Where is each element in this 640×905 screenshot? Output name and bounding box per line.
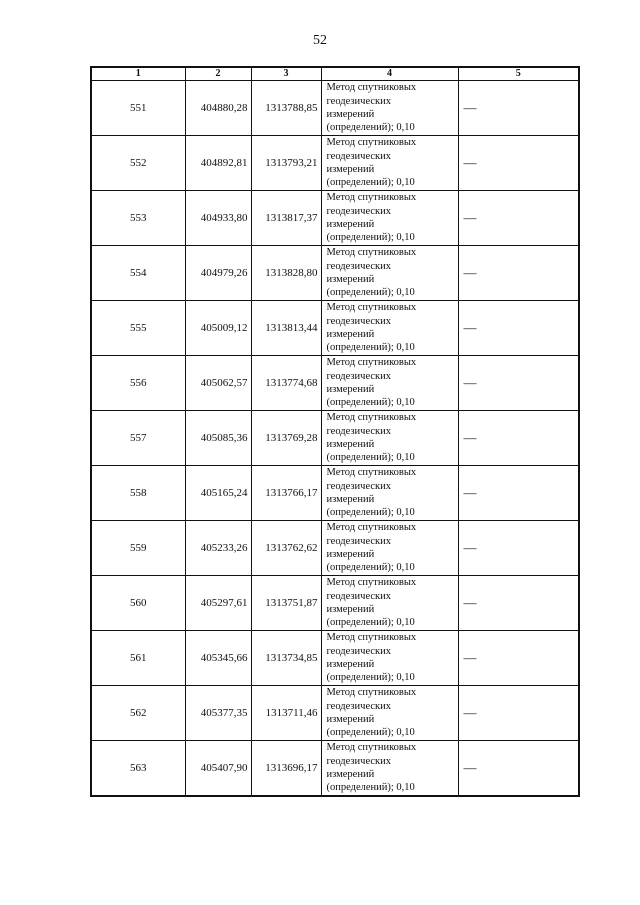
note-cell: —	[458, 631, 579, 686]
x-coordinate-cell: 405407,90	[185, 741, 251, 797]
point-number-cell: 553	[91, 191, 185, 246]
y-coordinate-cell: 1313817,37	[251, 191, 321, 246]
note-cell: —	[458, 191, 579, 246]
x-coordinate-cell: 405165,24	[185, 466, 251, 521]
method-line: измерений	[326, 604, 375, 615]
y-coordinate-cell: 1313769,28	[251, 411, 321, 466]
method-line: геодезических	[326, 260, 392, 272]
y-coordinate-cell: 1313828,80	[251, 246, 321, 301]
note-cell: —	[458, 81, 579, 136]
table-body	[91, 81, 579, 797]
header-col-5: 5	[458, 67, 579, 81]
method-line: измерений	[326, 274, 375, 285]
method-line: измерений	[326, 769, 375, 780]
method-line: измерений	[326, 659, 375, 670]
x-coordinate-cell: 405233,26	[185, 521, 251, 576]
x-coordinate-cell: 404880,28	[185, 81, 251, 136]
x-coordinate-cell: 405345,66	[185, 631, 251, 686]
point-number-cell: 554	[91, 246, 185, 301]
method-line: Метод спутниковых	[326, 522, 417, 534]
point-number-cell: 559	[91, 521, 185, 576]
point-number-cell: 557	[91, 411, 185, 466]
point-number-cell: 558	[91, 466, 185, 521]
method-line: (определений); 0,10	[326, 562, 415, 574]
method-line: геодезических	[326, 150, 392, 162]
header-col-2: 2	[185, 67, 251, 81]
y-coordinate-cell: 1313711,46	[251, 686, 321, 741]
point-number-cell: 555	[91, 301, 185, 356]
table-row	[91, 411, 579, 466]
method-cell	[321, 686, 458, 741]
method-cell	[321, 356, 458, 411]
method-line: измерений	[326, 384, 375, 395]
method-line: (определений); 0,10	[326, 397, 415, 409]
method-line: Метод спутниковых	[326, 247, 417, 259]
method-line: (определений); 0,10	[326, 232, 415, 244]
table-row	[91, 521, 579, 576]
x-coordinate-cell: 404979,26	[185, 246, 251, 301]
method-line: Метод спутниковых	[326, 632, 417, 644]
method-line: измерений	[326, 714, 375, 725]
table-row	[91, 191, 579, 246]
note-cell: —	[458, 686, 579, 741]
note-cell: —	[458, 741, 579, 797]
method-cell	[321, 466, 458, 521]
method-line: геодезических	[326, 205, 392, 217]
table-row	[91, 576, 579, 631]
y-coordinate-cell: 1313751,87	[251, 576, 321, 631]
method-cell	[321, 521, 458, 576]
point-number-cell: 552	[91, 136, 185, 191]
note-cell: —	[458, 466, 579, 521]
method-line: измерений	[326, 549, 375, 560]
x-coordinate-cell: 405085,36	[185, 411, 251, 466]
method-cell	[321, 631, 458, 686]
y-coordinate-cell: 1313766,17	[251, 466, 321, 521]
y-coordinate-cell: 1313696,17	[251, 741, 321, 797]
method-line: геодезических	[326, 480, 392, 492]
note-cell: —	[458, 411, 579, 466]
method-line: измерений	[326, 109, 375, 120]
method-line: геодезических	[326, 755, 392, 767]
note-cell: —	[458, 356, 579, 411]
method-line: измерений	[326, 329, 375, 340]
method-line: геодезических	[326, 700, 392, 712]
page-number: 52	[313, 33, 327, 48]
y-coordinate-cell: 1313774,68	[251, 356, 321, 411]
point-number-cell: 563	[91, 741, 185, 797]
table-row	[91, 631, 579, 686]
method-line: (определений); 0,10	[326, 617, 415, 629]
method-line: геодезических	[326, 425, 392, 437]
method-line: геодезических	[326, 590, 392, 602]
method-line: Метод спутниковых	[326, 687, 417, 699]
method-cell	[321, 81, 458, 136]
y-coordinate-cell: 1313813,44	[251, 301, 321, 356]
table-row	[91, 246, 579, 301]
method-line: геодезических	[326, 95, 392, 107]
method-cell	[321, 191, 458, 246]
x-coordinate-cell: 404892,81	[185, 136, 251, 191]
point-number-cell: 561	[91, 631, 185, 686]
method-line: Метод спутниковых	[326, 412, 417, 424]
method-line: (определений); 0,10	[326, 342, 415, 354]
method-line: (определений); 0,10	[326, 727, 415, 739]
table-row	[91, 741, 579, 797]
method-cell	[321, 136, 458, 191]
method-cell	[321, 301, 458, 356]
note-cell: —	[458, 136, 579, 191]
y-coordinate-cell: 1313793,21	[251, 136, 321, 191]
note-cell: —	[458, 246, 579, 301]
method-line: (определений); 0,10	[326, 122, 415, 134]
x-coordinate-cell: 405062,57	[185, 356, 251, 411]
method-cell	[321, 411, 458, 466]
y-coordinate-cell: 1313762,62	[251, 521, 321, 576]
method-line: (определений); 0,10	[326, 672, 415, 684]
note-cell: —	[458, 301, 579, 356]
x-coordinate-cell: 405297,61	[185, 576, 251, 631]
method-line: измерений	[326, 439, 375, 450]
table-row	[91, 136, 579, 191]
method-line: Метод спутниковых	[326, 742, 417, 754]
x-coordinate-cell: 405009,12	[185, 301, 251, 356]
method-line: измерений	[326, 164, 375, 175]
method-line: (определений); 0,10	[326, 287, 415, 299]
method-line: (определений); 0,10	[326, 507, 415, 519]
point-number-cell: 562	[91, 686, 185, 741]
header-col-1: 1	[91, 67, 185, 81]
method-line: геодезических	[326, 535, 392, 547]
table-row	[91, 81, 579, 136]
method-line: Метод спутниковых	[326, 357, 417, 369]
y-coordinate-cell: 1313788,85	[251, 81, 321, 136]
method-line: (определений); 0,10	[326, 452, 415, 464]
table-row	[91, 686, 579, 741]
x-coordinate-cell: 405377,35	[185, 686, 251, 741]
method-cell	[321, 246, 458, 301]
method-line: Метод спутниковых	[326, 467, 417, 479]
note-cell: —	[458, 576, 579, 631]
method-line: Метод спутниковых	[326, 577, 417, 589]
table-row	[91, 466, 579, 521]
method-cell	[321, 576, 458, 631]
method-line: (определений); 0,10	[326, 782, 415, 794]
method-line: Метод спутниковых	[326, 192, 417, 204]
method-line: геодезических	[326, 370, 392, 382]
table-row	[91, 356, 579, 411]
method-line: геодезических	[326, 315, 392, 327]
y-coordinate-cell: 1313734,85	[251, 631, 321, 686]
method-cell	[321, 741, 458, 797]
method-line: Метод спутниковых	[326, 82, 417, 94]
header-col-3: 3	[251, 67, 321, 81]
note-cell: —	[458, 521, 579, 576]
method-line: Метод спутниковых	[326, 302, 417, 314]
method-line: измерений	[326, 219, 375, 230]
point-number-cell: 551	[91, 81, 185, 136]
method-line: (определений); 0,10	[326, 177, 415, 189]
header-col-4: 4	[321, 67, 458, 81]
method-line: Метод спутниковых	[326, 137, 417, 149]
point-number-cell: 556	[91, 356, 185, 411]
method-line: измерений	[326, 494, 375, 505]
point-number-cell: 560	[91, 576, 185, 631]
table-header-row	[91, 67, 579, 81]
coordinates-table	[90, 66, 580, 797]
table-row	[91, 301, 579, 356]
x-coordinate-cell: 404933,80	[185, 191, 251, 246]
method-line: геодезических	[326, 645, 392, 657]
